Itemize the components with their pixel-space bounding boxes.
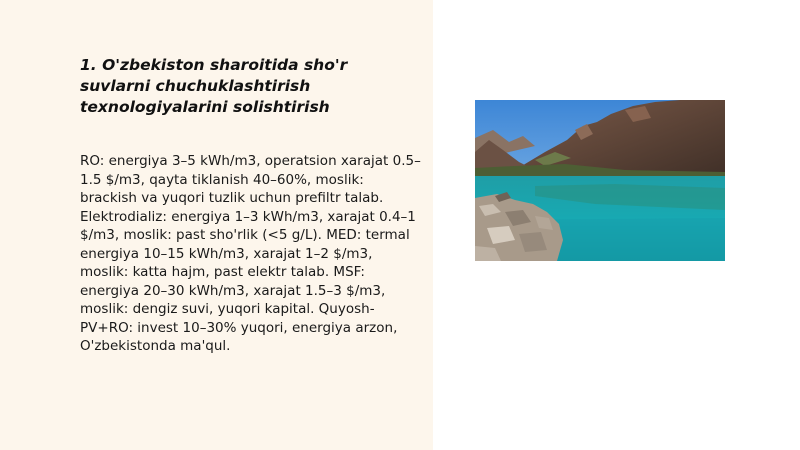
slide-title: 1. O'zbekiston sharoitida sho'r suvlarni chuchuklashtirish texnologiyalarini solishtirish — [80, 56, 348, 116]
mountain-lake-photo — [475, 100, 725, 261]
mountain-lake-illustration — [475, 100, 725, 261]
slide-body-text: RO: energiya 3–5 kWh/m3, operatsion xarajat 0.5–1.5 $/m3, qayta tiklanish 40–60%, moslik: brackish va yuqori tuzlik uchun prefiltr talab. Elektrodializ: energiya 1–3 kWh/m3, xarajat 0.4–1 $/m3, moslik: past sho'rlik (<5 g/L). MED: termal energiya 10–15 kWh/m3, xarajat 1–2 $/m3, moslik: katta hajm, past elektr talab. MSF: energiya 20–30 kWh/m3, xarajat 1.5–3 $/m3, moslik: dengiz suvi, yuqori kapital. Quyosh-PV+RO: invest 10–30% yuqori, energiya arzon, O'zbekistonda ma'qul. — [80, 153, 421, 354]
